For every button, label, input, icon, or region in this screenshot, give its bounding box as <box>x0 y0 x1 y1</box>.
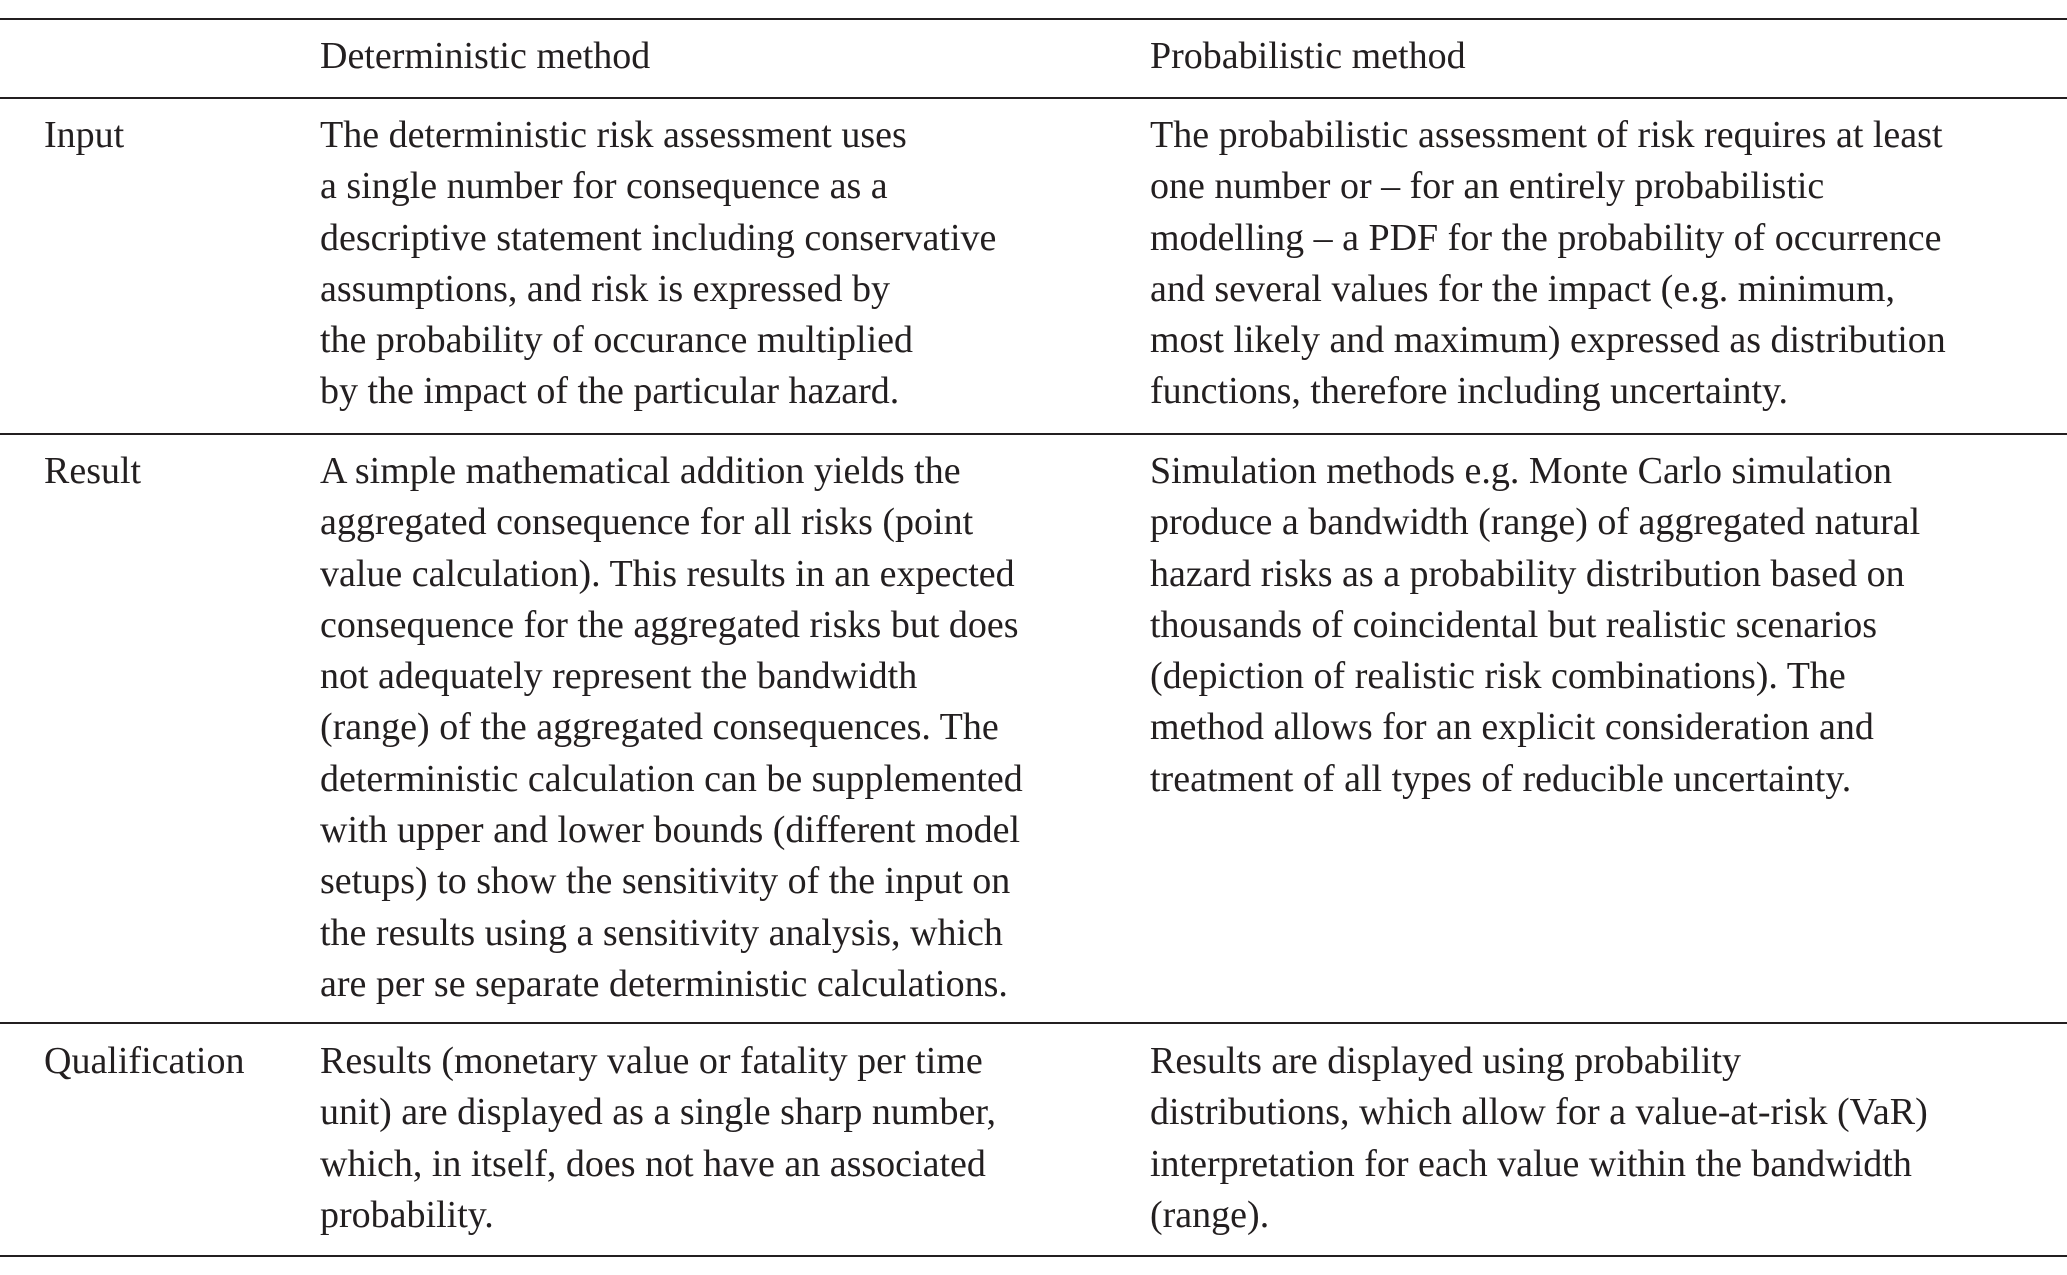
text-line: Results are displayed using probability <box>1150 1040 1742 1082</box>
text-line: The probabilistic assessment of risk requires at least <box>1150 114 1943 156</box>
text-line: the results using a sensitivity analysis, which <box>320 911 1003 954</box>
cell-result-probabilistic <box>1150 446 1920 805</box>
text-line: value calculation). This results in an expected <box>320 552 1015 595</box>
cell-qualification-deterministic <box>320 1036 996 1241</box>
text-line: probability. <box>320 1193 494 1236</box>
text-line: a single number for consequence as a <box>320 165 888 208</box>
row-divider-input <box>0 433 2067 435</box>
text-line: method allows for an explicit consideration and <box>1150 706 1874 749</box>
text-line: thousands of coincidental but realistic scenarios <box>1150 603 1878 646</box>
text-line: and several values for the impact (e.g. minimum, <box>1150 267 1895 310</box>
text-line: A simple mathematical addition yields the <box>320 450 961 492</box>
row-divider-result <box>0 1022 2067 1024</box>
text-line: which, in itself, does not have an associated <box>320 1142 986 1185</box>
text-line: treatment of all types of reducible uncertainty. <box>1150 757 1852 800</box>
row-label-result: Result <box>44 450 142 492</box>
text-line: interpretation for each value within the bandwidth <box>1150 1142 1912 1185</box>
text-line: one number or – for an entirely probabilistic <box>1150 165 1825 208</box>
column-header-deterministic: Deterministic method <box>320 35 651 77</box>
text-line: hazard risks as a probability distribution based on <box>1150 552 1905 595</box>
cell-qualification-probabilistic <box>1150 1036 1928 1241</box>
text-line: (range) of the aggregated consequences. The <box>320 706 999 749</box>
column-header-probabilistic: Probabilistic method <box>1150 35 1466 77</box>
text-line: most likely and maximum) expressed as distribution <box>1150 319 1946 362</box>
text-line: deterministic calculation can be supplemented <box>320 757 1023 800</box>
cell-input-deterministic <box>320 110 996 418</box>
text-line: aggregated consequence for all risks (point <box>320 501 974 544</box>
table-top-rule <box>0 18 2067 20</box>
text-line: The deterministic risk assessment uses <box>320 114 907 156</box>
text-line: not adequately represent the bandwidth <box>320 655 918 698</box>
text-line: (depiction of realistic risk combinations). The <box>1150 655 1846 698</box>
text-line: distributions, which allow for a value-at-risk (VaR) <box>1150 1091 1928 1134</box>
text-line: by the impact of the particular hazard. <box>320 370 900 413</box>
text-line: setups) to show the sensitivity of the input on <box>320 860 1011 903</box>
text-line: produce a bandwidth (range) of aggregated natural <box>1150 501 1921 544</box>
header-bottom-rule <box>0 97 2067 99</box>
text-line: modelling – a PDF for the probability of occurrence <box>1150 216 1942 259</box>
table-bottom-rule <box>0 1255 2067 1257</box>
text-line: (range). <box>1150 1193 1270 1236</box>
text-line: the probability of occurance multiplied <box>320 319 914 362</box>
text-line: assumptions, and risk is expressed by <box>320 267 890 310</box>
row-label-qualification: Qualification <box>44 1040 245 1082</box>
text-line: Results (monetary value or fatality per time <box>320 1040 983 1082</box>
cell-result-deterministic <box>320 446 1023 1010</box>
text-line: are per se separate deterministic calculations. <box>320 962 1008 1005</box>
text-line: unit) are displayed as a single sharp number, <box>320 1091 996 1134</box>
text-line: functions, therefore including uncertainty. <box>1150 370 1789 413</box>
text-line: descriptive statement including conservative <box>320 216 997 259</box>
row-label-input: Input <box>44 114 125 156</box>
text-line: consequence for the aggregated risks but does <box>320 603 1019 646</box>
text-line: with upper and lower bounds (different model <box>320 809 1021 852</box>
text-line: Simulation methods e.g. Monte Carlo simulation <box>1150 450 1893 492</box>
cell-input-probabilistic <box>1150 110 1946 418</box>
